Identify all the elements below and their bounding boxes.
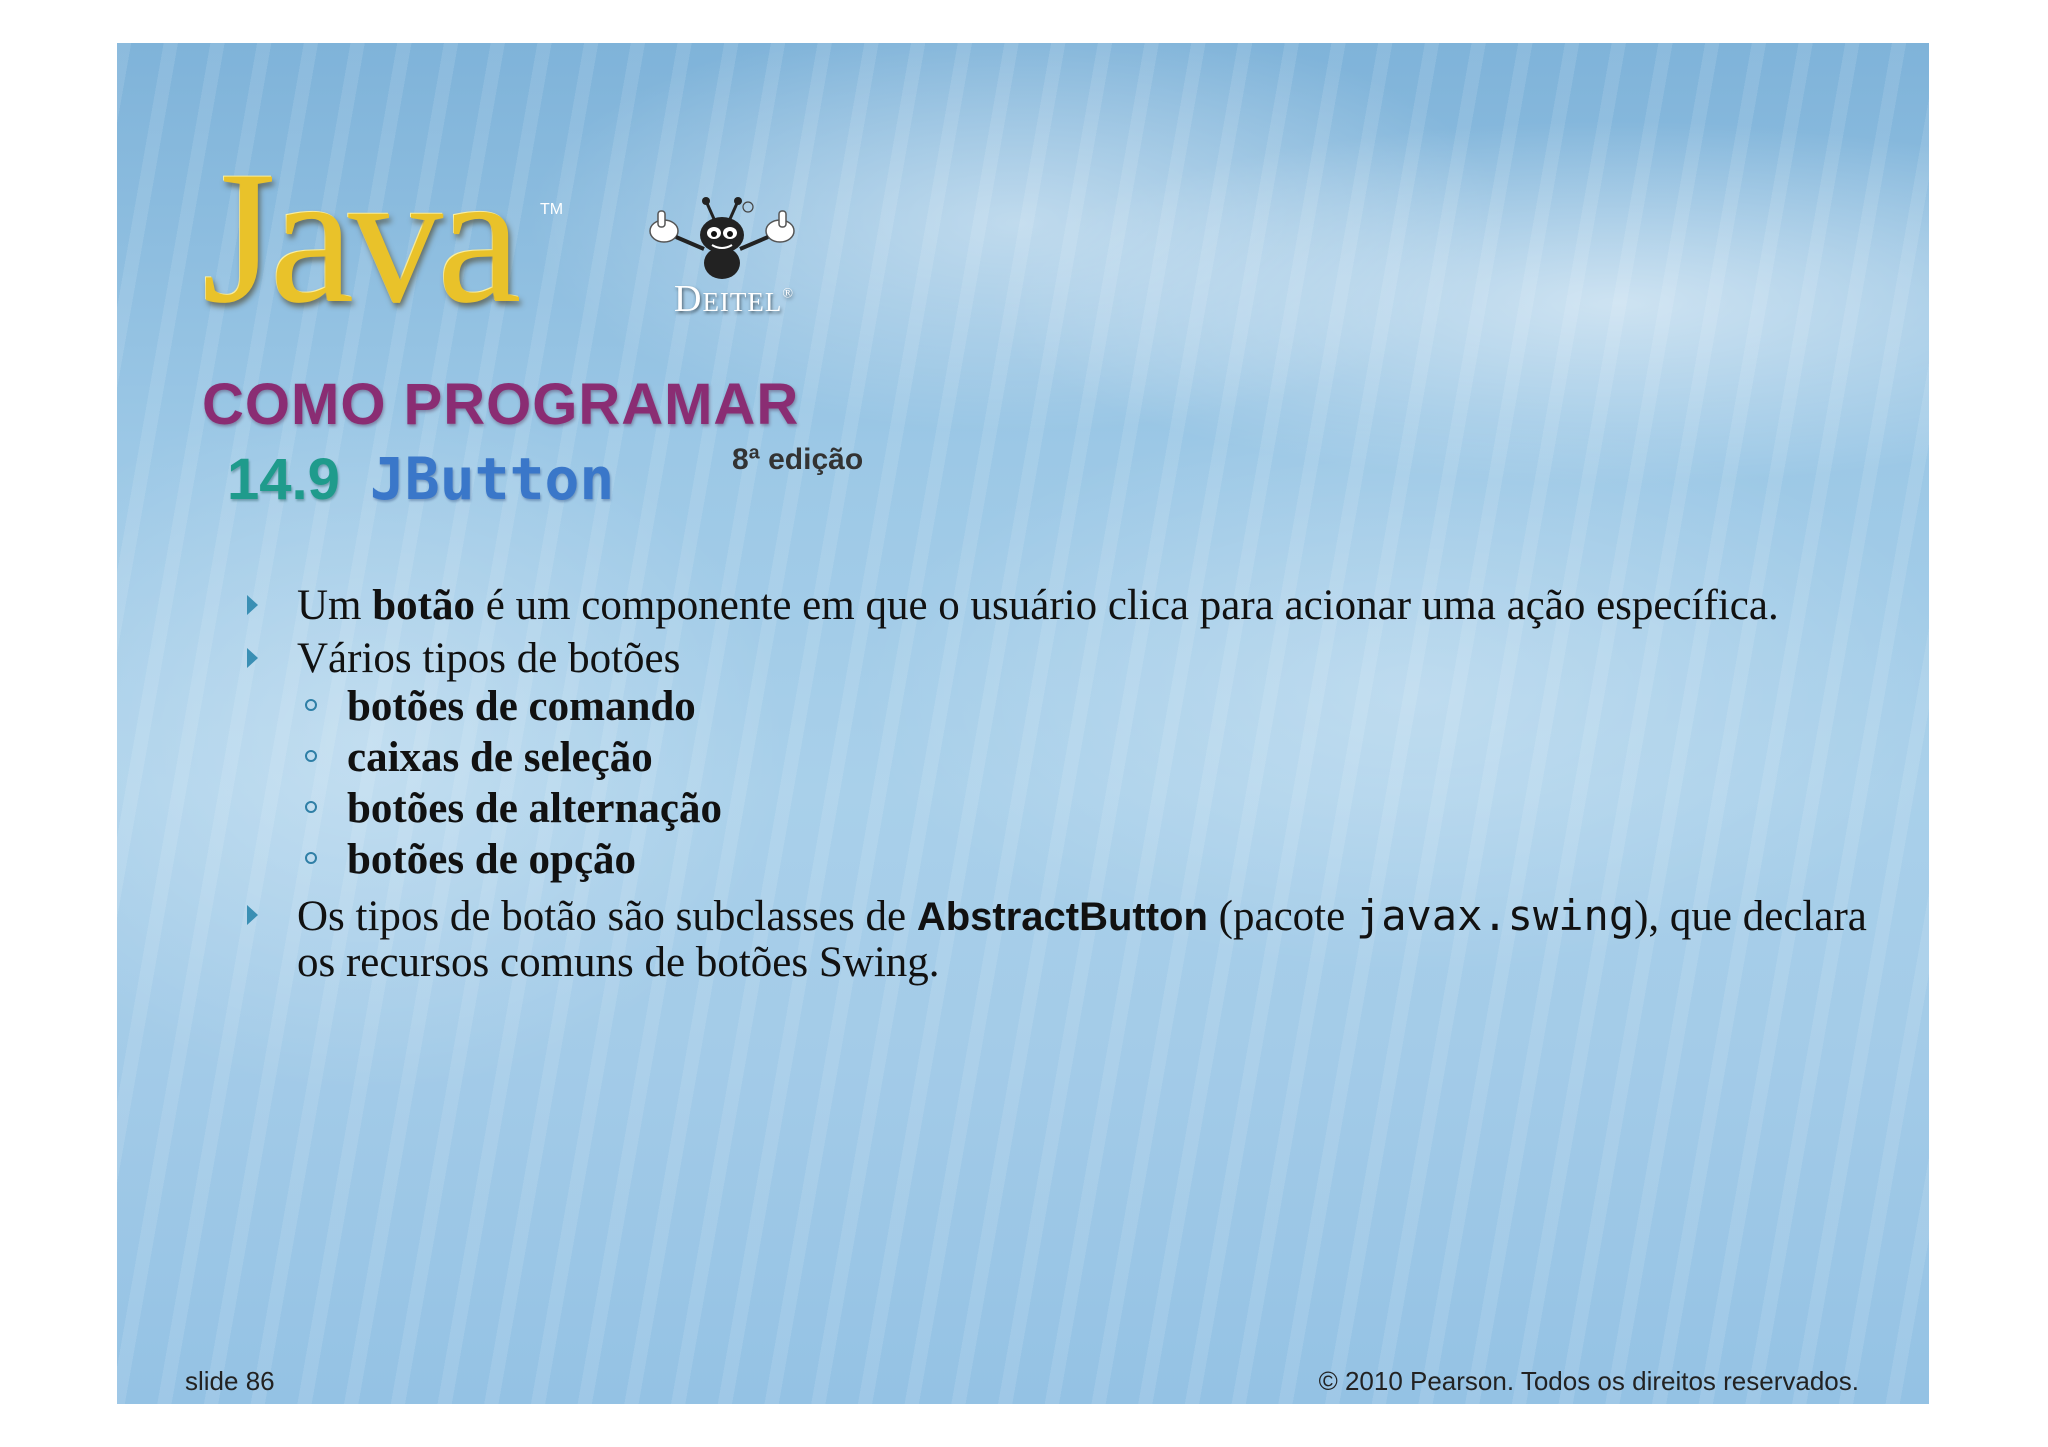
sub-bullet-item: botões de alternação [247, 783, 1887, 834]
bullet-item: Os tipos de botão são subclasses de AbstractButton (pacote javax.swing), que declara os recursos comuns de botões Swing. [247, 893, 1887, 985]
section-number: 14.9 [227, 447, 340, 512]
slide-number: slide 86 [185, 1366, 275, 1396]
java-logo-text: Java [202, 133, 516, 343]
sub-bullet-circle-icon [305, 801, 317, 813]
book-subtitle: COMO PROGRAMAR [202, 372, 800, 437]
sub-bullet-circle-icon [305, 699, 317, 711]
bullet-item: Um botão é um componente em que o usuário clica para acionar uma ação específica. [247, 583, 1887, 628]
book-logo [202, 103, 922, 483]
deitel-publisher-logo: Deitel® [674, 278, 795, 320]
bullet-arrow-icon [247, 648, 258, 668]
trademark-mark: TM [540, 201, 564, 218]
slide-body [247, 583, 1887, 993]
edition-label: 8ª edição [732, 443, 864, 476]
slide-title [227, 445, 614, 513]
sub-bullet-item: caixas de seleção [247, 732, 1887, 783]
class-name: AbstractButton [916, 895, 1208, 939]
slide [117, 43, 1929, 1404]
package-name: javax.swing [1355, 891, 1635, 940]
deitel-bug-mascot-icon [642, 193, 802, 283]
bullet-item: Vários tipos de botões [247, 636, 1887, 681]
bullet-arrow-icon [247, 595, 258, 615]
bold-term: botão [372, 582, 475, 629]
sub-bullet-circle-icon [305, 750, 317, 762]
copyright-notice: © 2010 Pearson. Todos os direitos reservados. [1318, 1366, 1859, 1396]
bullet-arrow-icon [247, 905, 258, 925]
section-title: JButton [369, 445, 615, 513]
sub-bullet-circle-icon [305, 852, 317, 864]
sub-bullet-item: botões de opção [247, 834, 1887, 885]
sub-bullet-item: botões de comando [247, 681, 1887, 732]
